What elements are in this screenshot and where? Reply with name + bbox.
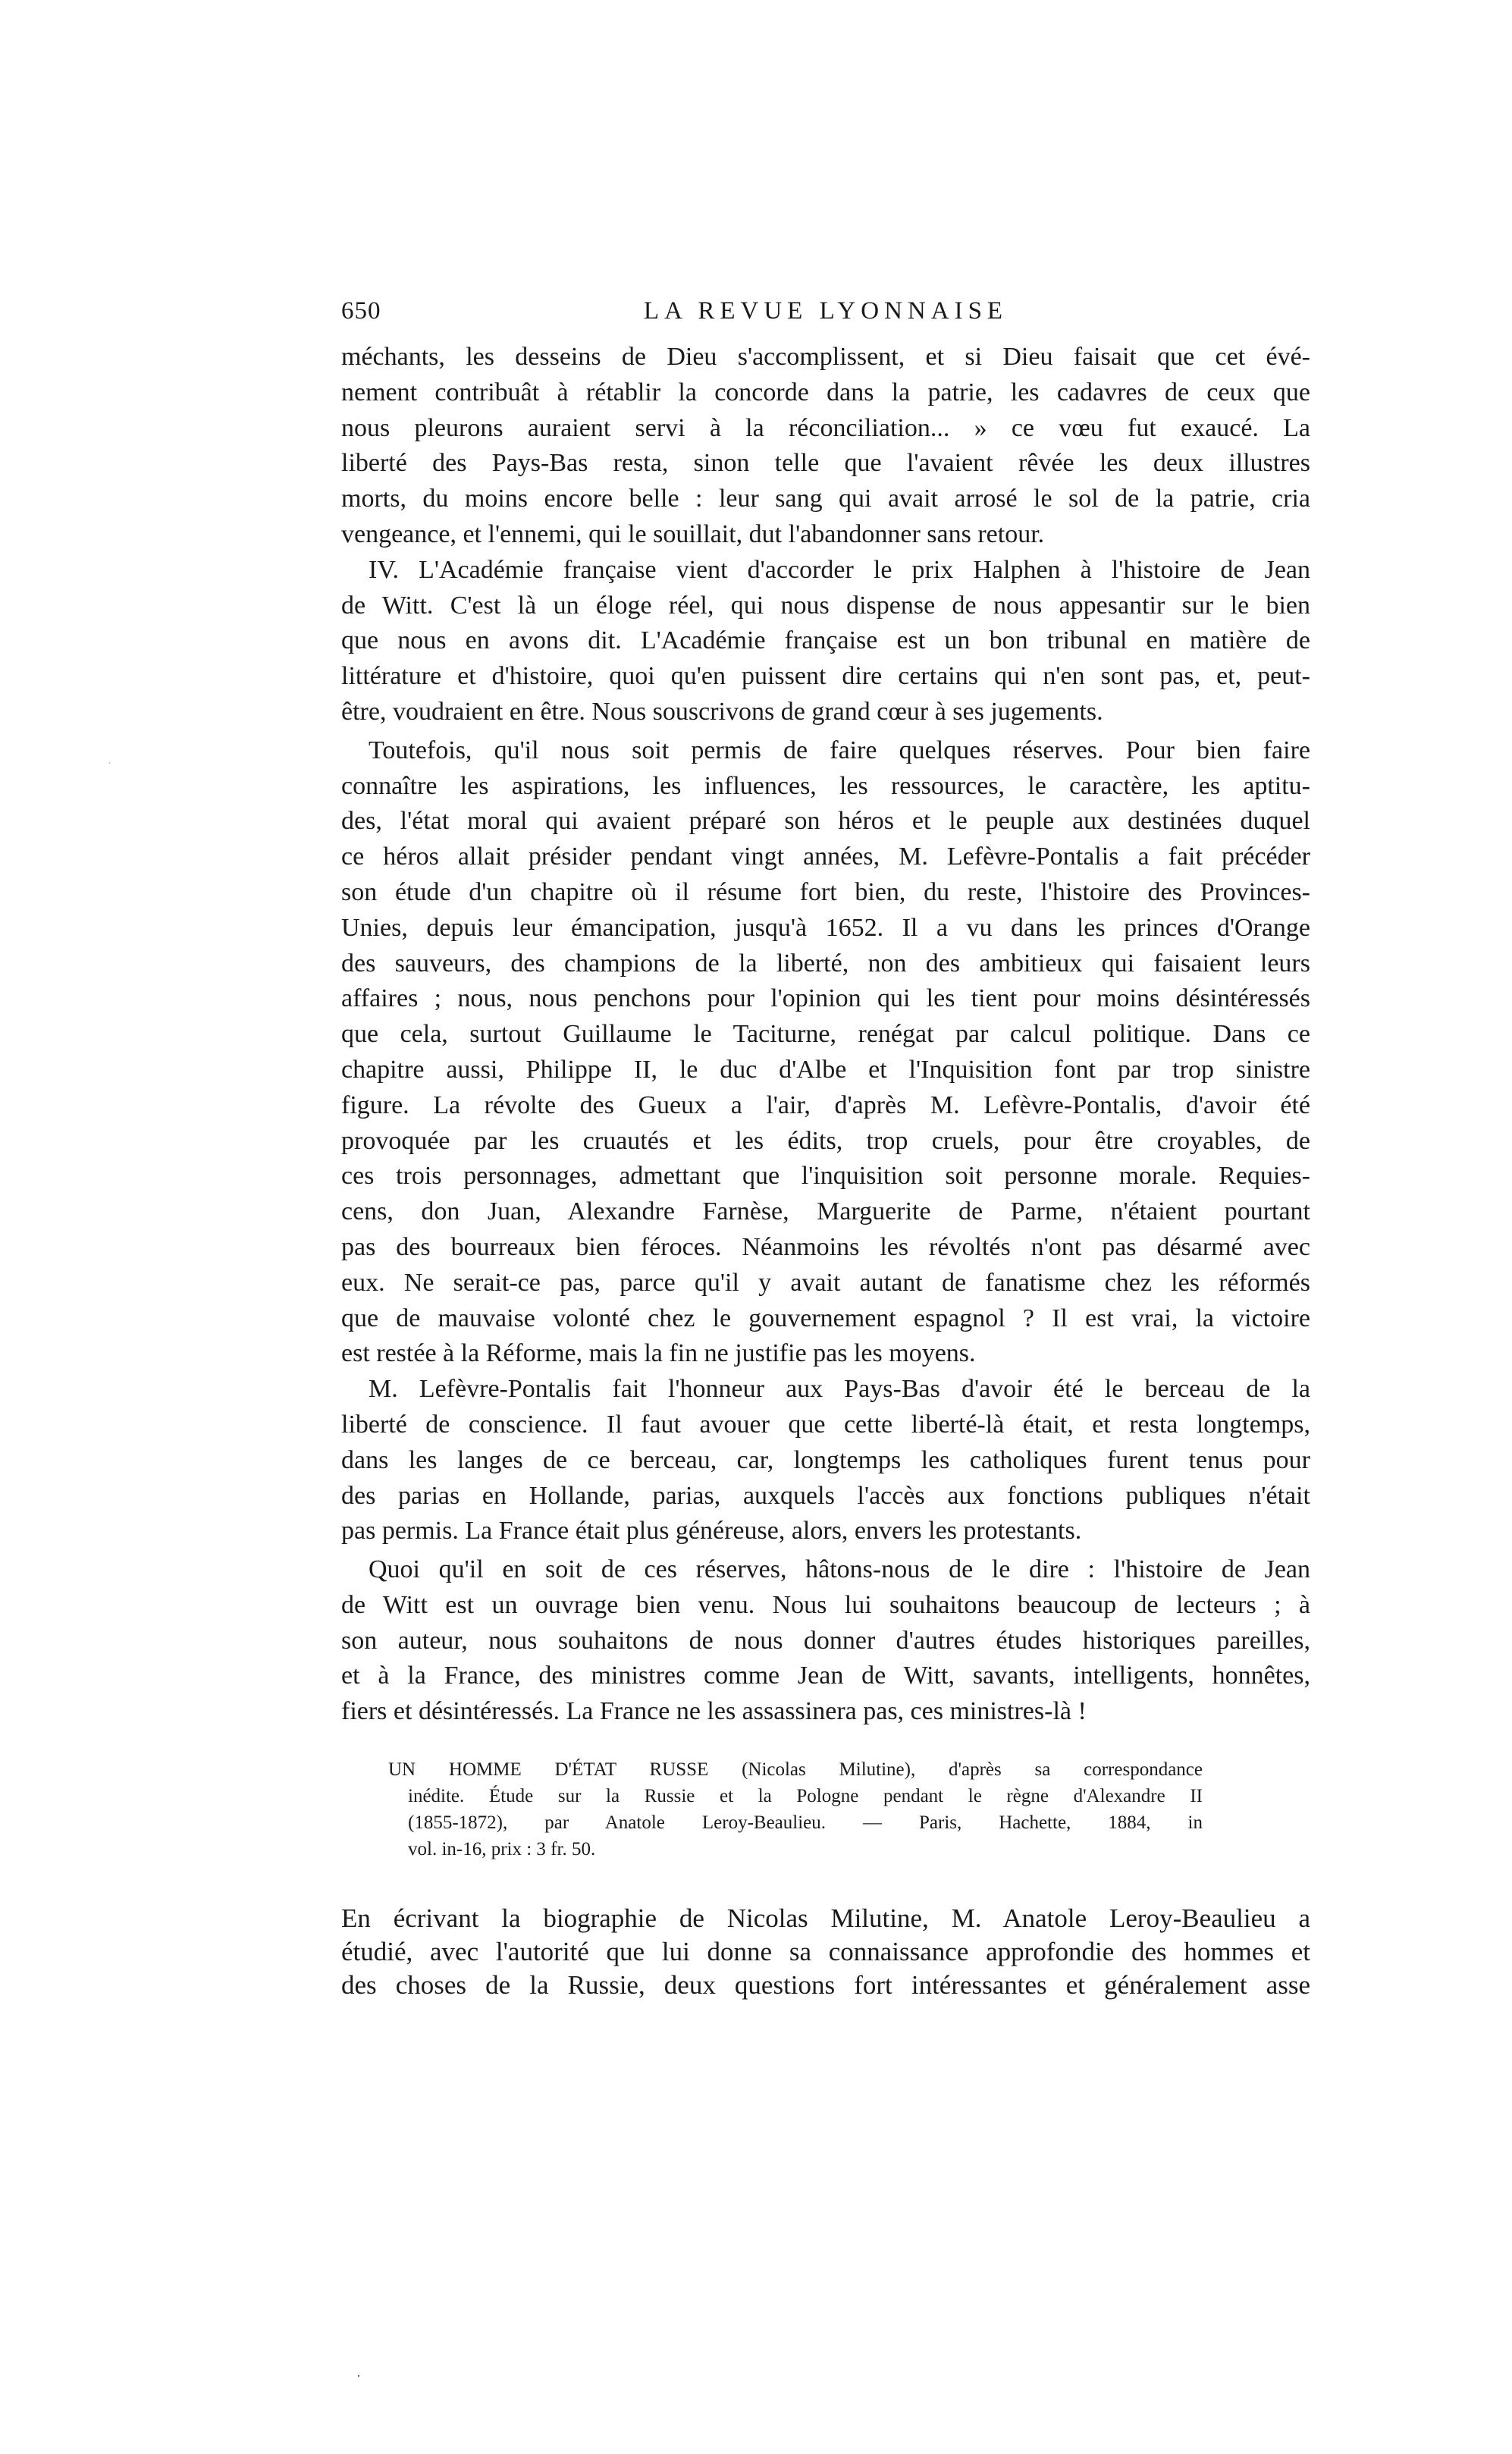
text-line: morts, du moins encore belle : leur sang qui avait arrosé le sol de la patrie, cria [341, 485, 1310, 513]
running-title: LA REVUE LYONNAISE [643, 297, 1009, 325]
reference-line: inédite. Étude sur la Russie et la Pologne pendant le règne d'Alexandre II [408, 1786, 1203, 1806]
text-line: son auteur, nous souhaitons de nous donner d'autres études historiques pareilles, [341, 1626, 1310, 1655]
text-line: que de mauvaise volonté chez le gouvernement espagnol ? Il est vrai, la victoire [341, 1304, 1310, 1332]
scan-speck: · [108, 758, 111, 770]
text-line: liberté de conscience. Il faut avouer que cette liberté-là était, et resta longtemps, [341, 1410, 1310, 1439]
text-line: de Witt est un ouvrage bien venu. Nous lui souhaitons beaucoup de lecteurs ; à [341, 1590, 1310, 1619]
text-line: est restée à la Réforme, mais la fin ne justifie pas les moyens. [341, 1339, 976, 1368]
text-line: chapitre aussi, Philippe II, le duc d'Albe et l'Inquisition font par trop sinistre [341, 1055, 1310, 1084]
text-line: pas permis. La France était plus généreuse, alors, envers les protestants. [341, 1517, 1082, 1546]
text-line: IV. L'Académie française vient d'accorder le prix Halphen à l'histoire de Jean [369, 555, 1310, 584]
text-line: nous pleurons auraient servi à la réconciliation... » ce vœu fut exaucé. La [341, 413, 1310, 442]
text-line: Toutefois, qu'il nous soit permis de faire quelques réserves. Pour bien faire [369, 736, 1310, 764]
main-text [341, 340, 1310, 1730]
text-line: dans les langes de ce berceau, car, longtemps les catholiques furent tenus pour [341, 1445, 1310, 1474]
text-line: méchants, les desseins de Dieu s'accomplissent, et si Dieu faisait que cet évé- [341, 343, 1310, 371]
text-line: son étude d'un chapitre où il résume fort bien, du reste, l'histoire des Provinces- [341, 877, 1310, 906]
text-line: Quoi qu'il en soit de ces réserves, hâtons-nous de le dire : l'histoire de Jean [369, 1555, 1310, 1584]
text-line: ce héros allait présider pendant vingt années, M. Lefèvre-Pontalis a fait précéder [341, 843, 1310, 871]
text-line: de Witt. C'est là un éloge réel, qui nous dispense de nous appesantir sur le bien [341, 591, 1310, 620]
text-line: fiers et désintéressés. La France ne les assassinera pas, ces ministres-là ! [341, 1697, 1087, 1726]
text-line: affaires ; nous, nous penchons pour l'opinion qui les tient pour moins désintéressés [341, 984, 1310, 1013]
text-line: être, voudraient en être. Nous souscrivons de grand cœur à ses jugements. [341, 697, 1103, 726]
text-line: figure. La révolte des Gueux a l'air, d'après M. Lefèvre-Pontalis, d'avoir été [341, 1090, 1310, 1119]
page-number: 650 [341, 297, 381, 325]
text-line: des, l'état moral qui avaient préparé son héros et le peuple aux destinées duquel [341, 807, 1310, 836]
text-line: que cela, surtout Guillaume le Taciturne, renégat par calcul politique. Dans ce [341, 1020, 1310, 1049]
text-line: provoquée par les cruautés et les édits, trop cruels, pour être croyables, de [341, 1126, 1310, 1155]
text-line: des sauveurs, des champions de la liberté, non des ambitieux qui faisaient leurs [341, 949, 1310, 978]
text-line: étudié, avec l'autorité que lui donne sa connaissance approfondie des hommes et [341, 1937, 1310, 1966]
text-line: nement contribuât à rétablir la concorde dans la patrie, les cadavres de ceux que [341, 378, 1310, 406]
text-line: connaître les aspirations, les influences, les ressources, le caractère, les aptitu- [341, 771, 1310, 800]
reference-line: vol. in-16, prix : 3 fr. 50. [408, 1839, 596, 1859]
text-line: des choses de la Russie, deux questions fort intéressantes et généralement asse [341, 1970, 1310, 2000]
reference-line: UN HOMME D'ÉTAT RUSSE (Nicolas Milutine), d'après sa correspondance [388, 1759, 1203, 1780]
text-line: et à la France, des ministres comme Jean de Witt, savants, intelligents, honnêtes, [341, 1662, 1310, 1690]
text-line: M. Lefèvre-Pontalis fait l'honneur aux Pays-Bas d'avoir été le berceau de la [369, 1375, 1310, 1404]
text-line: que nous en avons dit. L'Académie française est un bon tribunal en matière de [341, 626, 1310, 655]
text-line: En écrivant la biographie de Nicolas Milutine, M. Anatole Leroy-Beaulieu a [341, 1903, 1310, 1933]
scan-dot: · [356, 2368, 361, 2383]
text-line: eux. Ne serait-ce pas, parce qu'il y avait autant de fanatisme chez les réformés [341, 1268, 1310, 1297]
text-line: littérature et d'histoire, quoi qu'en puissent dire certains qui n'en sont pas, et, peut- [341, 662, 1310, 691]
text-line: liberté des Pays-Bas resta, sinon telle que l'avaient rêvée les deux illustres [341, 449, 1310, 478]
text-line: Unies, depuis leur émancipation, jusqu'à 1652. Il a vu dans les princes d'Orange [341, 913, 1310, 942]
review-text [341, 1902, 1310, 2002]
book-reference [388, 1756, 1203, 1862]
text-line: des parias en Hollande, parias, auxquels l'accès aux fonctions publiques n'était [341, 1481, 1310, 1510]
page-header [341, 297, 1310, 335]
text-line: pas des bourreaux bien féroces. Néanmoins les révoltés n'ont pas désarmé avec [341, 1232, 1310, 1261]
text-line: cens, don Juan, Alexandre Farnèse, Marguerite de Parme, n'étaient pourtant [341, 1197, 1310, 1226]
reference-line: (1855-1872), par Anatole Leroy-Beaulieu. — Paris, Hachette, 1884, in [408, 1812, 1203, 1833]
text-line: vengeance, et l'ennemi, qui le souillait, dut l'abandonner sans retour. [341, 519, 1045, 548]
text-line: ces trois personnages, admettant que l'inquisition soit personne morale. Requies- [341, 1162, 1310, 1191]
